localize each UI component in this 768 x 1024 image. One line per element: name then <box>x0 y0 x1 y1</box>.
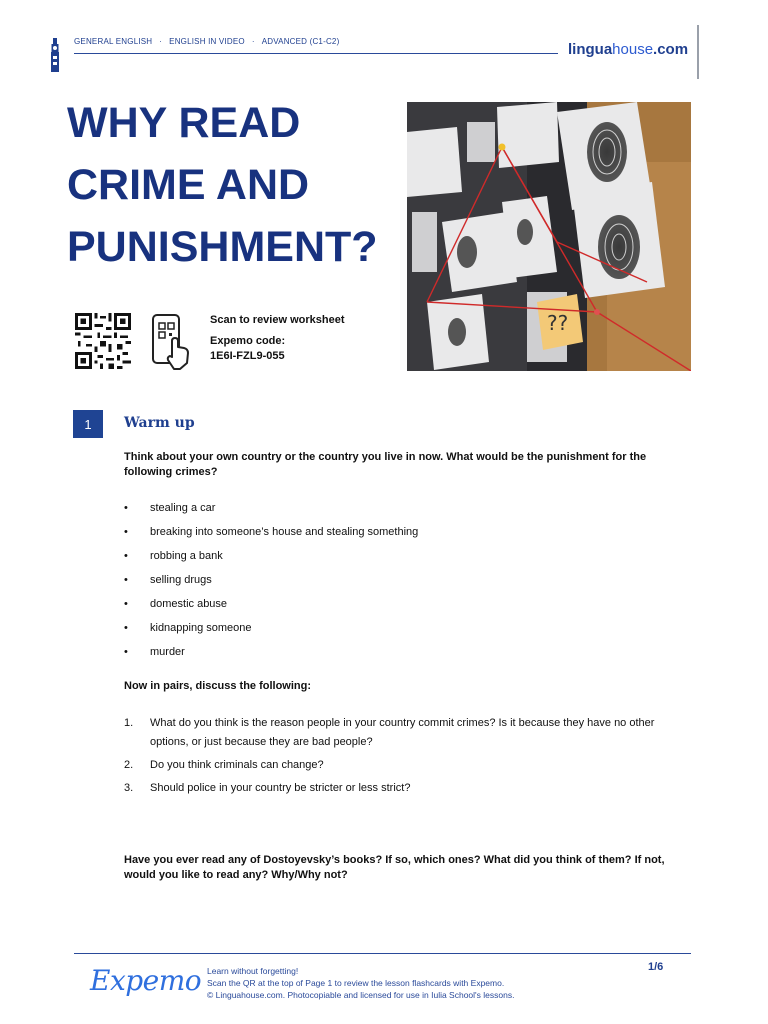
crimes-list <box>124 500 694 668</box>
big-ben-logo-icon <box>49 38 61 72</box>
breadcrumb <box>74 37 339 46</box>
dostoyevsky-question: Have you ever read any of Dostoyevsky’s books? If so, which ones? What did you think of them? If not, would you like to read any? Why/Why not? <box>124 854 665 881</box>
list-item <box>124 548 694 572</box>
expemo-code-label: Expemo code: <box>210 335 286 347</box>
bullet-icon: • <box>124 502 128 514</box>
list-item-text: stealing a car <box>150 502 216 514</box>
question-item <box>124 779 694 798</box>
list-item-text: murder <box>150 646 185 658</box>
page-title <box>67 92 397 278</box>
discussion-questions <box>124 714 694 802</box>
breadcrumb-item[interactable]: GENERAL ENGLISH <box>74 37 153 46</box>
question-text: What do you think is the reason people in your country commit crimes? Is it because they have no other options, or just because they are bad people? <box>150 717 655 748</box>
bullet-icon: • <box>124 550 128 562</box>
pairs-instructions: Now in pairs, discuss the following: <box>124 680 312 692</box>
list-item <box>124 596 694 620</box>
bullet-icon: • <box>124 646 128 658</box>
list-item-text: kidnapping someone <box>150 622 252 634</box>
question-text: Should police in your country be stricter or less strict? <box>150 782 411 794</box>
list-item-text: domestic abuse <box>150 598 228 610</box>
title-line: WHY READ <box>67 99 301 147</box>
list-item-text: selling drugs <box>150 574 212 586</box>
question-item <box>124 714 694 752</box>
footer-copyright: © Linguahouse.com. Photocopiable and licensed for use in Iulia School's lessons. <box>207 990 515 1000</box>
list-item <box>124 644 694 668</box>
crime-evidence-board-photo <box>407 102 691 371</box>
footer-instructions: Scan the QR at the top of Page 1 to review the lesson flashcards with Expemo. <box>207 978 505 988</box>
brand-suffix: .com <box>653 41 689 58</box>
warmup-instructions: Think about your own country or the country you live in now. What would be the punishment for the following crimes? <box>124 451 647 478</box>
page-number: 1/6 <box>648 961 664 973</box>
phone-scan-icon <box>150 313 192 371</box>
breadcrumb-item[interactable]: ADVANCED (C1-C2) <box>261 37 340 46</box>
list-item <box>124 572 694 596</box>
scan-info <box>210 313 345 364</box>
question-text: Do you think criminals can change? <box>150 759 324 771</box>
question-number: 3. <box>124 782 134 794</box>
svg-text:??: ?? <box>547 311 569 335</box>
qr-code-icon[interactable] <box>73 313 133 369</box>
bullet-icon: • <box>124 526 128 538</box>
section-number-badge: 1 <box>73 410 103 438</box>
list-item-text: robbing a bank <box>150 550 223 562</box>
footer-divider <box>74 953 691 954</box>
question-number: 1. <box>124 717 134 729</box>
title-line: CRIME AND <box>67 161 310 209</box>
bullet-icon: • <box>124 574 128 586</box>
linguahouse-logo[interactable] <box>568 41 688 58</box>
brand-main: lingua <box>568 41 613 58</box>
list-item <box>124 500 694 524</box>
question-number: 2. <box>124 759 134 771</box>
breadcrumb-separator: · <box>251 37 255 46</box>
expemo-code: 1E6I-FZL9-055 <box>210 350 285 362</box>
list-item <box>124 524 694 548</box>
expemo-logo[interactable]: Expemo <box>90 964 202 997</box>
brand-light: house <box>612 41 654 58</box>
bullet-icon: • <box>124 598 128 610</box>
bullet-icon: • <box>124 622 128 634</box>
section-title: Warm up <box>124 415 195 431</box>
list-item-text: breaking into someone’s house and stealing something <box>150 526 419 538</box>
header-divider <box>74 53 558 54</box>
footer-tagline: Learn without forgetting! <box>207 966 299 976</box>
breadcrumb-separator: · <box>159 37 163 46</box>
header-vertical-bar <box>697 25 699 79</box>
breadcrumb-item[interactable]: ENGLISH IN VIDEO <box>169 37 245 46</box>
title-line: PUNISHMENT? <box>67 223 378 271</box>
question-item <box>124 756 694 775</box>
scan-label: Scan to review worksheet <box>210 314 345 326</box>
list-item <box>124 620 694 644</box>
footer-text <box>207 965 514 1001</box>
